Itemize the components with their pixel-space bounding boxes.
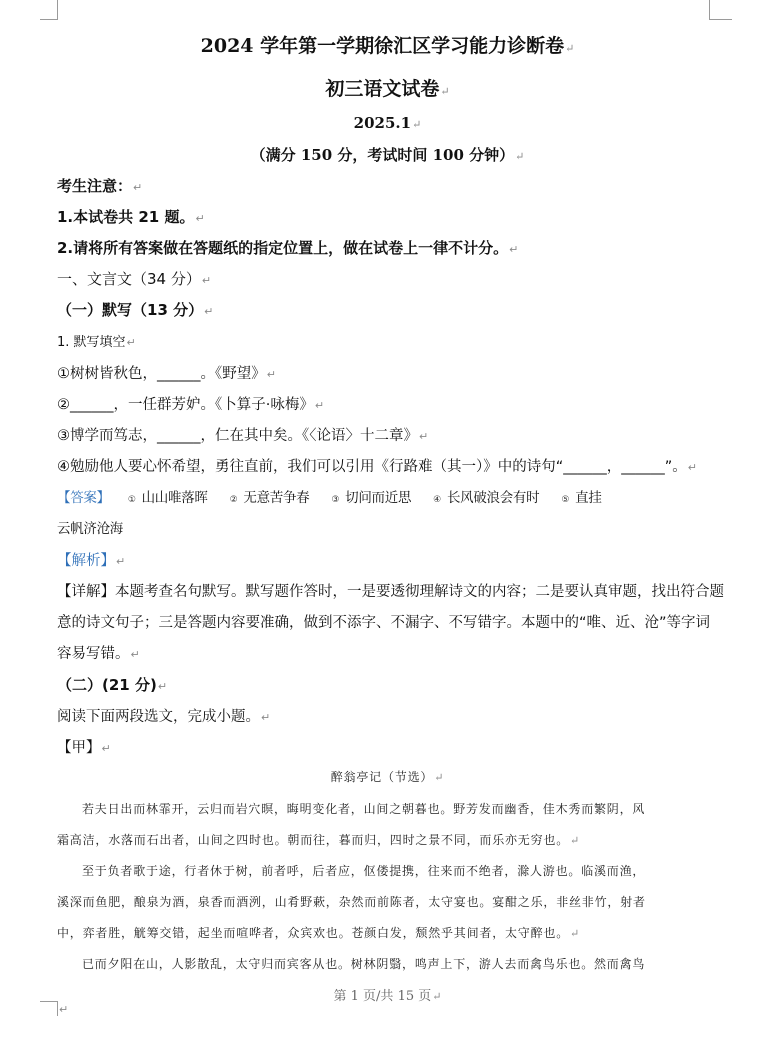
exam-subtitle: 初三语文试卷↵: [325, 78, 450, 100]
answer-line: [57, 486, 602, 506]
answer-item: 切问而近思: [345, 490, 412, 506]
answer-item: 山山唯落晖: [141, 490, 208, 506]
answer-marker: ②: [229, 495, 238, 505]
answer-marker: ①: [127, 495, 136, 505]
notice-item-2: 2.请将所有答案做在答题纸的指定位置上，做在试卷上一律不计分。↵: [57, 239, 519, 257]
question-1-title: 1. 默写填空↵: [57, 335, 136, 350]
reading-instruction: 阅读下面两段选文，完成小题。↵: [57, 709, 271, 725]
passage-line: 溪深而鱼肥，酿泉为酒，泉香而酒洌，山肴野蔌，杂然而前陈者，太守宴也。宴酣之乐，非丝非竹，射者: [57, 895, 646, 909]
passage-jia-label: 【甲】↵: [57, 740, 111, 756]
analysis-label: 【解析】↵: [57, 553, 126, 569]
part-1-heading: （一）默写（13 分）↵: [57, 301, 214, 319]
section-1-heading: 一、文言文（34 分）↵: [57, 270, 212, 288]
answer-marker: ④: [433, 495, 441, 505]
passage-title: 醉翁亭记（节选）↵: [330, 770, 445, 784]
question-1-blank-d: ④勉励他人要心怀希望，勇往直前，我们可以引用《行路难（其一）》中的诗句“______，______”。↵: [57, 459, 697, 475]
crop-mark-top-left: [40, 0, 58, 20]
page-footer: 第 1 页/共 15 页↵: [333, 989, 442, 1004]
score-and-time: （满分 150 分，考试时间 100 分钟）↵: [250, 146, 525, 164]
detail-line-3: 容易写错。↵: [57, 646, 140, 662]
part-2-heading: （二）(21 分)↵: [57, 676, 168, 694]
crop-mark-top-right: [709, 0, 732, 20]
answer-item: 直挂: [575, 490, 602, 506]
passage-line: 中，弈者胜，觥筹交错，起坐而喧哗者，众宾欢也。苍颜白发，颓然乎其间者，太守醉也。↵: [57, 926, 581, 940]
passage-line: 霜高洁，水落而石出者，山间之四时也。朝而往，暮而归，四时之景不同，而乐亦无穷也。↵: [57, 833, 581, 847]
question-1-blank-b: ②______，一任群芳妒。《卜算子·咏梅》↵: [57, 397, 325, 413]
question-1-blank-a: ①树树皆秋色，______。《野望》↵: [57, 366, 276, 382]
answer-continuation: 云帆济沧海: [57, 521, 123, 537]
notice-item-1: 1.本试卷共 21 题。↵: [57, 208, 205, 226]
answer-marker: ③: [331, 495, 340, 505]
exam-date: 2025.1↵: [353, 114, 422, 132]
exam-title: 2024 学年第一学期徐汇区学习能力诊断卷↵: [200, 35, 575, 57]
passage-line: 若夫日出而林霏开，云归而岩穴暝，晦明变化者，山间之朝暮也。野芳发而幽香，佳木秀而繁阴，风: [82, 802, 646, 816]
passage-line: 已而夕阳在山，人影散乱，太守归而宾客从也。树林阴翳，鸣声上下，游人去而禽鸟乐也。然而禽鸟: [82, 957, 646, 971]
answer-item: 无意苦争春: [243, 490, 310, 506]
detail-line-1: 【详解】本题考查名句默写。默写题作答时，一是要透彻理解诗文的内容；二是要认真审题，找出符合题: [57, 584, 724, 600]
answer-label: 【答案】: [57, 490, 110, 506]
answer-item: 长风破浪会有时: [446, 490, 540, 506]
passage-line: 至于负者歌于途，行者休于树，前者呼，后者应，伛偻提携，往来而不绝者，滁人游也。临溪而渔，: [82, 864, 646, 878]
answer-marker: ⑤: [561, 495, 570, 505]
detail-line-2: 意的诗文句子；三是答题内容要准确，做到不添字、不漏字、不写错字。本题中的“唯、近、沧”等字词: [57, 615, 711, 631]
trailing-paragraph-mark: ↵: [59, 1003, 69, 1016]
notice-heading: 考生注意：↵: [57, 177, 143, 195]
question-1-blank-c: ③博学而笃志，______，仁在其中矣。《〈论语〉十二章》↵: [57, 428, 429, 444]
